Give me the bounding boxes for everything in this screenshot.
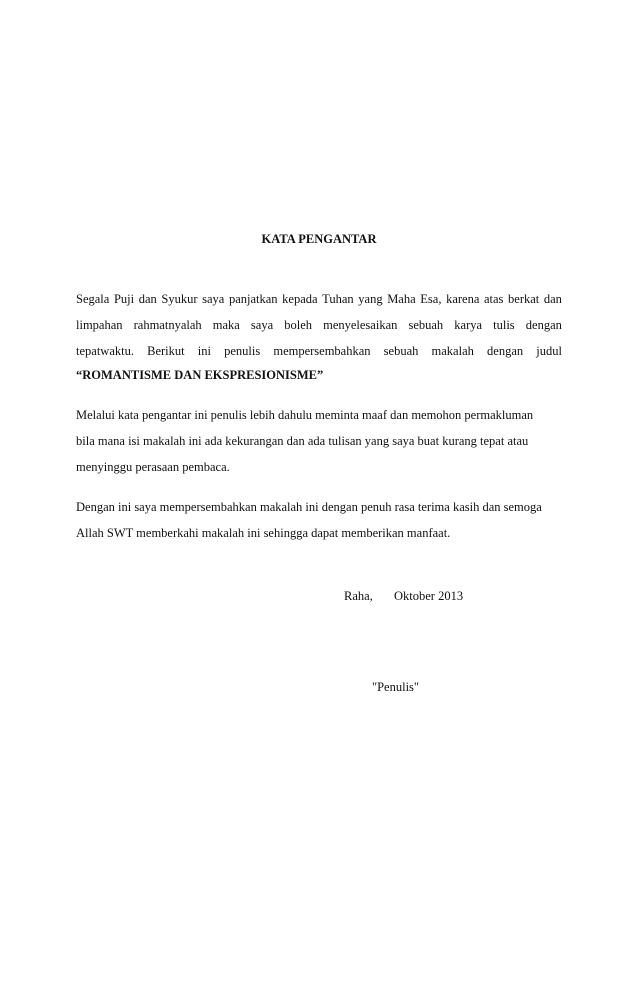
word: dengan — [525, 318, 562, 332]
word: sebuah — [383, 344, 419, 358]
word: Tuhan — [322, 292, 354, 306]
word: yang — [358, 292, 383, 306]
paragraph-2-line-1: Melalui kata pengantar ini penulis lebih dahulu meminta maaf dan memohon permakluman — [76, 408, 534, 422]
word: dengan — [487, 344, 524, 358]
word: Segala — [76, 292, 110, 306]
closing-date: Oktober 2013 — [394, 589, 464, 603]
word: kepada — [282, 292, 318, 306]
paper-title-line: “ROMANTISME DAN EKSPRESIONISME” — [76, 368, 324, 382]
word: Esa, — [420, 292, 442, 306]
word: maka — [212, 318, 240, 332]
paragraph-1-line-2 — [76, 318, 562, 333]
paragraph-2-line-2: bila mana isi makalah ini ada kekurangan dan ada tulisan yang saya buat kurang tepat atau — [76, 434, 529, 448]
word: tulis — [493, 318, 515, 332]
word: mempersembahkan — [273, 344, 371, 358]
word: saya — [250, 318, 274, 332]
word: boleh — [284, 318, 312, 332]
word: karena — [446, 292, 480, 306]
word: Puji — [113, 292, 135, 306]
word: berkat — [508, 292, 540, 306]
closing-place: Raha, — [344, 589, 373, 603]
word: penulis — [224, 344, 261, 358]
word: limpahan — [76, 318, 123, 332]
word: tepatwaktu. — [76, 344, 134, 358]
paragraph-1-line-3 — [76, 344, 562, 359]
word: sebuah — [408, 318, 444, 332]
word: makalah — [431, 344, 474, 358]
word: Syukur — [161, 292, 198, 306]
word: panjatkan — [228, 292, 278, 306]
word: menyelesaikan — [323, 318, 398, 332]
word: ini — [197, 344, 211, 358]
word: rahmatnyalah — [133, 318, 202, 332]
paragraph-1-line-1 — [76, 292, 562, 307]
word: karya — [454, 318, 483, 332]
paragraph-3-line-2: Allah SWT memberkahi makalah ini sehingga dapat memberikan manfaat. — [76, 526, 451, 540]
word: saya — [202, 292, 225, 306]
word: Maha — [387, 292, 416, 306]
page-title: KATA PENGANTAR — [261, 232, 377, 246]
paragraph-2-line-3: menyinggu perasaan pembaca. — [76, 460, 230, 474]
word: judul — [536, 344, 562, 358]
word: Berikut — [147, 344, 185, 358]
paragraph-3-line-1: Dengan ini saya mempersembahkan makalah ini dengan penuh rasa terima kasih dan semoga — [76, 500, 542, 514]
word: dan — [138, 292, 157, 306]
word: dan — [543, 292, 562, 306]
word: atas — [483, 292, 504, 306]
author-signature: "Penulis" — [372, 680, 420, 694]
